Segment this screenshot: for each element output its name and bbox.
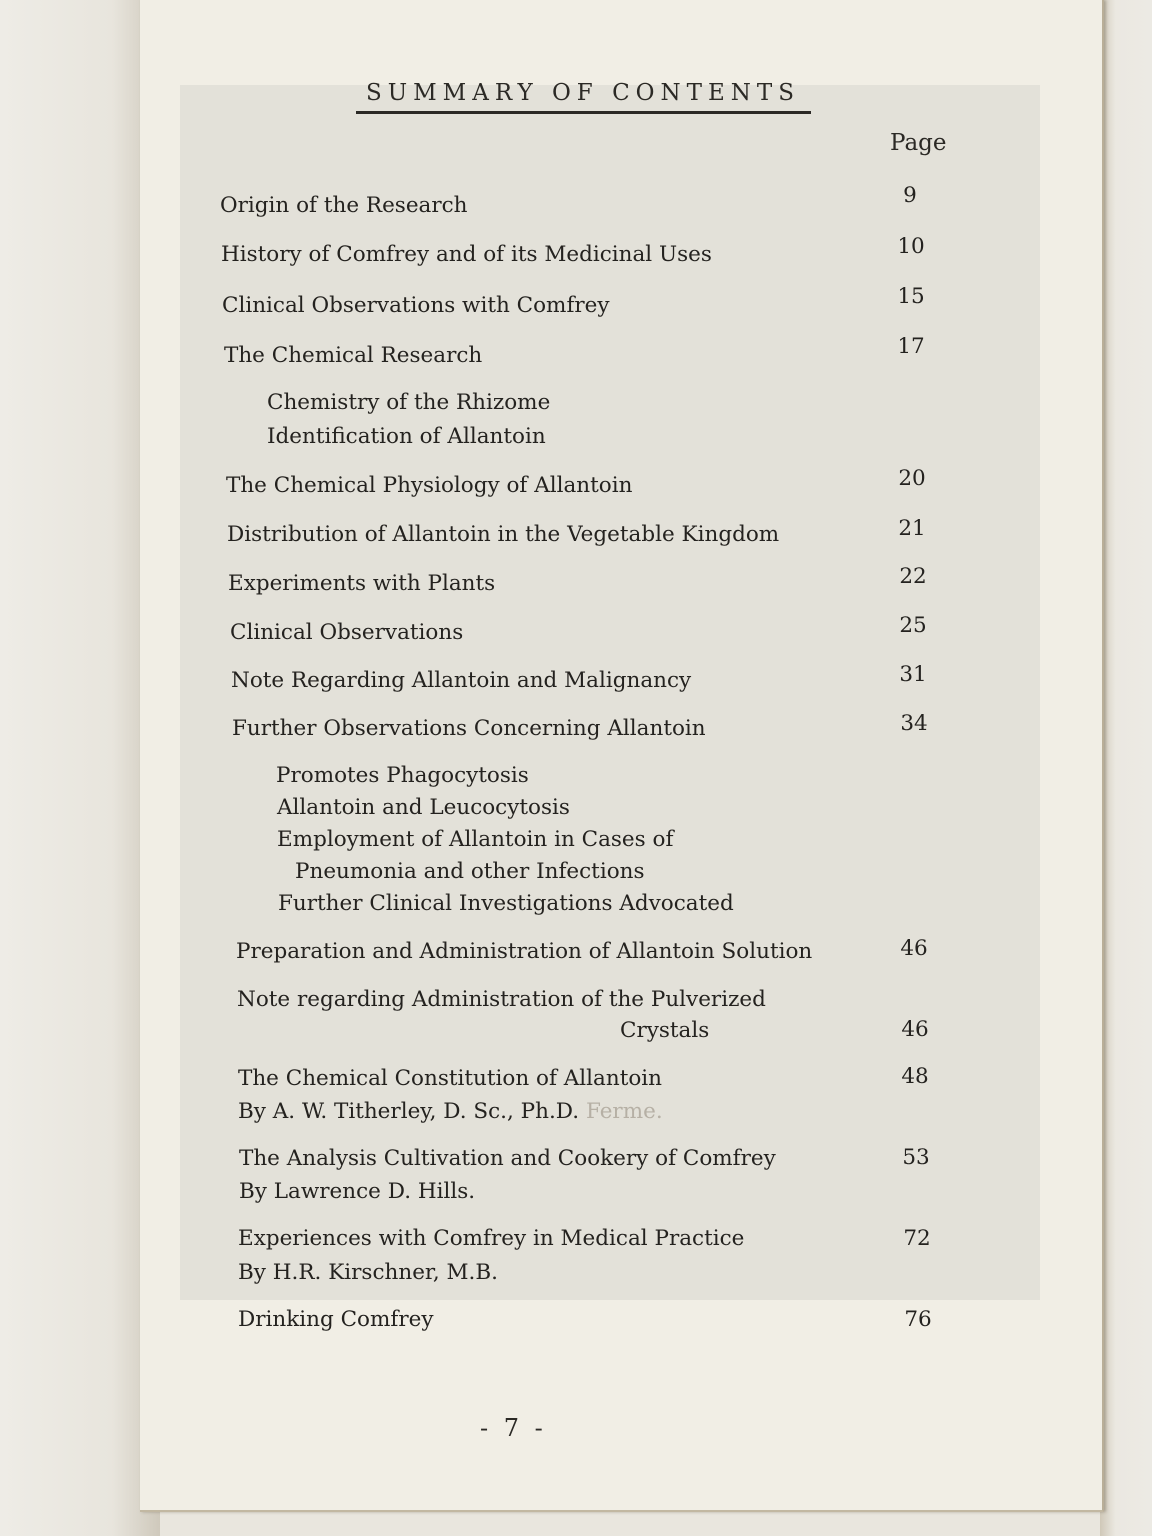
toc-page-number: 20 [898, 466, 926, 491]
toc-entry: Preparation and Administration of Allantoin Solution [236, 939, 813, 964]
toc-subentry: Employment of Allantoin in Cases of [277, 827, 674, 852]
toc-page-number: 53 [902, 1145, 930, 1170]
toc-entry: Clinical Observations with Comfrey [222, 293, 610, 318]
toc-entry: Experiments with Plants [228, 571, 496, 596]
toc-entry: The Chemical Research [224, 343, 483, 368]
title-underline [356, 111, 811, 114]
toc-author-line: By H.R. Kirschner, M.B. [238, 1260, 498, 1285]
toc-entry: Origin of the Research [220, 193, 468, 218]
toc-entry: Note regarding Administration of the Pulverized [237, 987, 766, 1012]
page-column-header: Page [890, 130, 947, 156]
toc-subentry: Promotes Phagocytosis [276, 763, 529, 788]
toc-entry: Experiences with Comfrey in Medical Practice [238, 1226, 745, 1251]
toc-page-number: 46 [900, 936, 928, 961]
toc-entry-continuation: Crystals [620, 1018, 710, 1043]
facing-page [0, 0, 160, 1536]
toc-page-number: 9 [903, 183, 917, 208]
toc-page-number: 72 [903, 1226, 931, 1251]
toc-page-number: 10 [897, 234, 925, 259]
toc-entry: The Chemical Constitution of Allantoin [238, 1066, 663, 1091]
toc-subentry: Chemistry of the Rhizome [267, 390, 551, 415]
toc-author-line: By Lawrence D. Hills. [239, 1179, 476, 1204]
faint-overprint-text: Ferme. [585, 1099, 663, 1124]
toc-page-number: 34 [900, 711, 928, 736]
toc-page-number: 21 [898, 516, 926, 541]
toc-entry: History of Comfrey and of its Medicinal Uses [221, 242, 712, 267]
toc-page-number: 48 [901, 1064, 929, 1089]
toc-page-number: 31 [899, 662, 927, 687]
toc-subentry: Identification of Allantoin [267, 424, 546, 449]
toc-subentry: Allantoin and Leucocytosis [277, 795, 570, 820]
page-stack-edge [1100, 0, 1152, 1536]
toc-page-number: 76 [904, 1307, 932, 1332]
toc-subentry: Pneumonia and other Infections [295, 859, 645, 884]
toc-entry: Further Observations Concerning Allantoin [232, 716, 706, 741]
toc-page-number: 15 [897, 284, 925, 309]
toc-page-number: 17 [897, 334, 925, 359]
book-page [140, 0, 1104, 1512]
toc-entry: Distribution of Allantoin in the Vegetable Kingdom [227, 522, 780, 547]
toc-entry: The Analysis Cultivation and Cookery of Comfrey [239, 1146, 776, 1171]
toc-subentry: Further Clinical Investigations Advocated [278, 891, 734, 916]
author-text: By A. W. Titherley, D. Sc., Ph.D. [238, 1099, 580, 1124]
toc-page-number: 25 [899, 613, 927, 638]
folio-page-number: - 7 - [480, 1414, 547, 1442]
toc-author-line [238, 1096, 663, 1128]
toc-entry: Drinking Comfrey [238, 1307, 434, 1332]
toc-page-number: 46 [901, 1017, 929, 1042]
toc-page-number: 22 [899, 564, 927, 589]
toc-entry: Clinical Observations [230, 620, 464, 645]
page-title: SUMMARY OF CONTENTS [365, 80, 800, 106]
toc-entry: The Chemical Physiology of Allantoin [226, 473, 633, 498]
toc-entry: Note Regarding Allantoin and Malignancy [231, 668, 692, 693]
